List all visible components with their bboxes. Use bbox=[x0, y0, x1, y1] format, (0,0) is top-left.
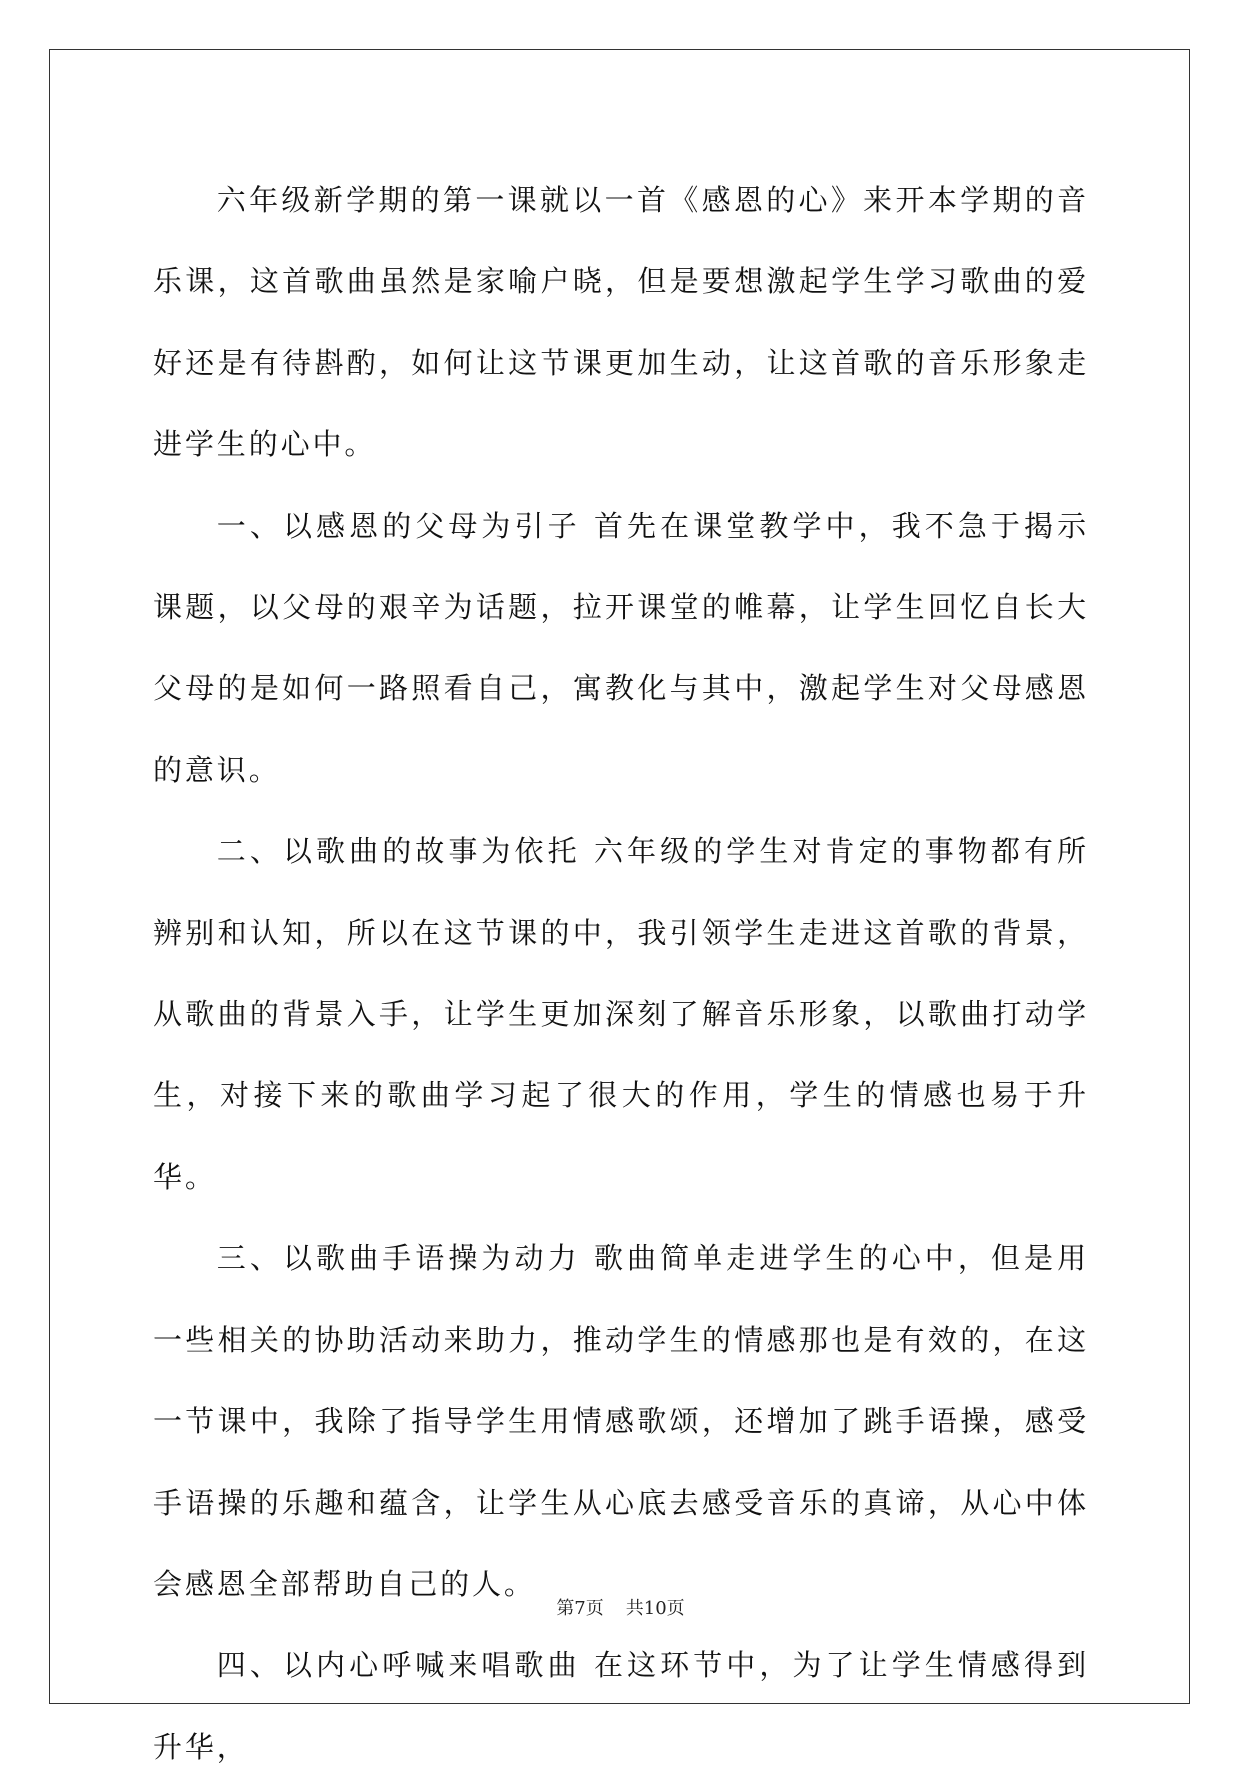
paragraph: 三、以歌曲手语操为动力 歌曲简单走进学生的心中，但是用一些相关的协助活动来助力，推动学生的情感那也是有效的，在这一节课中，我除了指导学生用情感歌颂，还增加了跳手语操，感受手语操的乐趣和蕴含，让学生从心底去感受音乐的真谛，从心中体会感恩全部帮助自己的人。 bbox=[153, 1241, 1089, 1601]
paragraph: 六年级新学期的第一课就以一首《感恩的心》来开本学期的音乐课，这首歌曲虽然是家喻户晓，但是要想激起学生学习歌曲的爱好还是有待斟酌，如何让这节课更加生动，让这首歌的音乐形象走进学生的心中。 bbox=[153, 183, 1089, 462]
paragraph: 一、以感恩的父母为引子 首先在课堂教学中，我不急于揭示课题，以父母的艰辛为话题，拉开课堂的帷幕，让学生回忆自长大父母的是如何一路照看自己，寓教化与其中，激起学生对父母感恩的意识。 bbox=[153, 508, 1089, 787]
paragraph: 四、以内心呼喊来唱歌曲 在这环节中，为了让学生情感得到升华， bbox=[153, 1648, 1089, 1764]
page-footer bbox=[0, 1597, 1241, 1621]
paragraph: 二、以歌曲的故事为依托 六年级的学生对肯定的事物都有所辨别和认知，所以在这节课的中，我引领学生走进这首歌的背景，从歌曲的背景入手，让学生更加深刻了解音乐形象，以歌曲打动学生，对接下来的歌曲学习起了很大的作用，学生的情感也易于升华。 bbox=[153, 834, 1089, 1194]
document-body bbox=[153, 160, 1089, 1788]
page-number: 第7页 bbox=[556, 1598, 604, 1619]
page-total: 共10页 bbox=[625, 1598, 685, 1619]
